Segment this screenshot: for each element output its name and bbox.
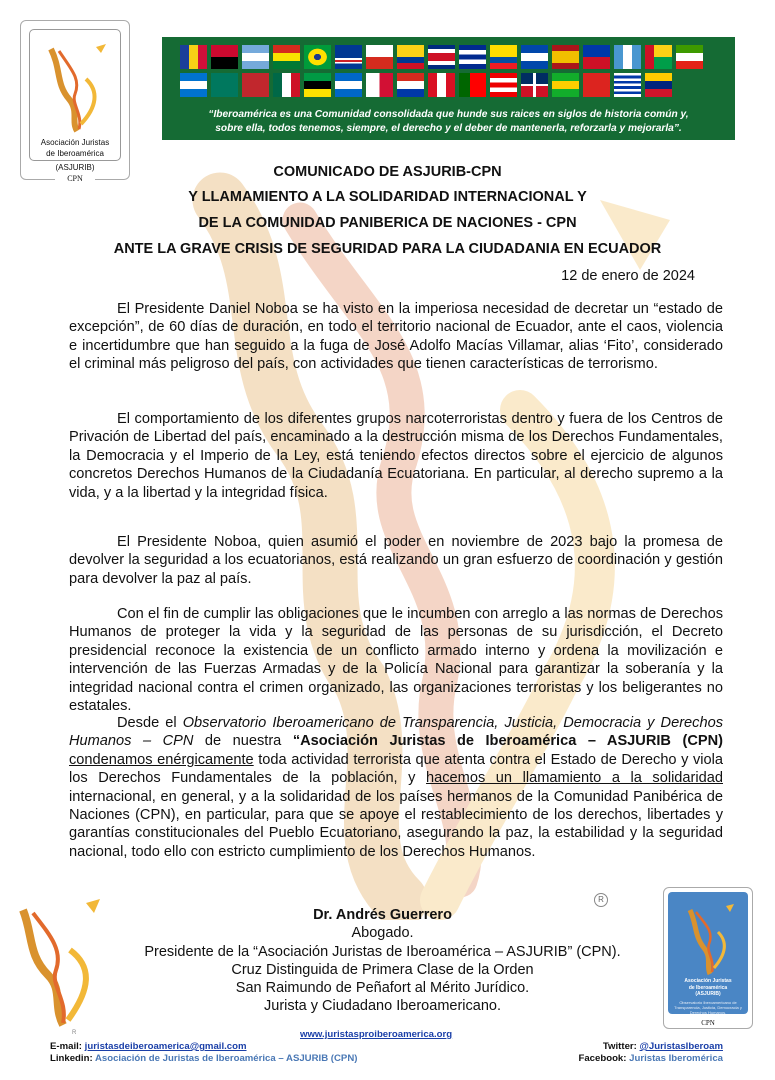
flag-uruguay-icon [614,73,641,97]
document-date: 12 de enero de 2024 [561,268,695,284]
flag-el-salvador-icon [521,45,548,69]
quote-line-2: sobre ella, todos tenemos, siempre, el derecho y el deber de mantenerla, reforzarla y mejorarla”. [215,123,682,134]
heading-line-4: ANTE LA GRAVE CRISIS DE SEGURIDAD PARA LA CIUDADANIA EN ECUADOR [113,241,662,257]
flags-grid [180,45,720,101]
flags-banner [162,37,735,140]
flag-argentina-icon [242,45,269,69]
asjurib-observatory-logo [663,887,753,1029]
paragraph-4: Con el fin de cumplir las obligaciones que le incumben con arreglo a las normas de Derechos Humanos de proteger la vida y la seguridad de las personas de su jurisdicción, el Decreto presidencial reconoce la existencia de un conflicto armado interno y ordena la movilización e intervención de las Fuerzas Armadas y de la Policía Nacional para garantizar la soberanía y la integridad nacional contra el crimen organizado, las organizaciones terroristas y los beligerantes no estatales. [69,606,723,715]
americas-ribbon-icon [682,900,737,975]
logo-line-2: de Iberoamérica [688,984,728,991]
p5-text: internacional, en general, y a la solidaridad de los países hermanos de la Comunidad Panibérica de Naciones (CPN), en particular, para que se apoye el restablecimiento de los derechos, libertades y garantías constitucionales del Pueblo Ecuatoriano, asegurando la paz, la estabilidad y la seguridad nacional, todo ello con estricto cumplimiento de los Derechos Humanos. [69,788,723,860]
flag-guinea-bissau-icon [645,45,672,69]
signer-honor-2: San Raimundo de Peñafort al Mérito Jurídico. [235,980,530,997]
flag-philippines-icon [583,45,610,69]
flags-row-1 [180,45,720,69]
flag-panama-icon [366,73,393,97]
twitter-label: Twitter: [602,1041,637,1052]
flag-cuba-icon [459,45,486,69]
flag-paraguay-icon [397,73,424,97]
flag-dominican-republic-icon [521,73,548,97]
p5-text: de nuestra [193,733,293,750]
flag-colombia-icon [397,45,424,69]
banner-quote [162,108,735,136]
linkedin-value[interactable]: Asociación de Juristas de Iberoamérica – ASJURIB (CPN) [94,1053,358,1064]
flag-mozambique-icon [304,73,331,97]
footer-email [50,1041,247,1052]
signer-position: Presidente de la “Asociación Juristas de Iberoamérica – ASJURIB” (CPN). [144,943,621,960]
heading-line-2: Y LLAMAMIENTO A LA SOLIDARIDAD INTERNACIONAL Y [188,189,587,205]
facebook-value[interactable]: Juristas Iberomérica [629,1053,723,1064]
flag-costa-rica-icon [428,45,455,69]
website-link[interactable]: www.juristasproiberoamerica.org [300,1029,453,1040]
flag-peru-icon [428,73,455,97]
paragraph-1: El Presidente Daniel Noboa se ha visto en la imperiosa necesidad de decretar un “estado de excepción”, de 60 días de duración, en todo el territorio nacional de Ecuador, ante el caos, violencia e incertidumbre que han seguido a la fuga de José Adolfo Macías Villamar, alias ‘Fito’, considerado el criminal más peligroso del país, con actividades que tienen características de terrorismo. [69,301,723,373]
flag-venezuela-icon [645,73,672,97]
flag-sao-tome-icon [552,73,579,97]
heading-line-3: DE LA COMUNIDAD PANIBERICA DE NACIONES - CPN [198,215,577,231]
heading-line-1: COMUNICADO DE ASJURIB-CPN [273,164,502,180]
signer-title: Abogado. [351,925,414,942]
logo-cpn: CPN [55,174,95,183]
logo-line-1: Asociación Juristas [40,138,110,147]
association-name: “Asociación Juristas de Iberoamérica – ASJURIB (CPN) [292,733,723,750]
linkedin-label: Linkedin: [50,1053,93,1064]
email-link[interactable]: juristasdeiberoamerica@gmail.com [84,1041,247,1052]
americas-ribbon-logo-bottom [8,895,118,1030]
logo-org-name [21,137,129,159]
logo-subtitle: Observatorio Iberoamericano de Transparencia, Justicia, Democracia y Derechos Humanos. [674,1000,742,1015]
signer-name: Dr. Andrés Guerrero [313,907,452,923]
logo-line-2: de Iberoamérica [46,149,104,158]
registered-mark: R [72,1030,77,1036]
logo-cpn: CPN [701,1019,715,1027]
flag-portugal-icon [459,73,486,97]
flag-puerto-rico-icon [490,73,517,97]
flags-row-2 [180,73,720,97]
logo-line-3: (ASJURIB) [695,991,721,997]
footer-linkedin [50,1053,357,1064]
p5-text: Desde el [117,715,183,731]
registered-mark: R [594,893,608,907]
logo-line-1: Asociación Juristas [684,978,732,984]
flag-cape-verde-icon [335,45,362,69]
flag-macau-icon [211,73,238,97]
signer-honor-1: Cruz Distinguida de Primera Clase de la Orden [231,961,534,978]
flag-nicaragua-icon [335,73,362,97]
flag-brazil-icon [304,45,331,69]
solidarity-call-phrase: hacemos un llamamiento a la solidaridad [426,770,723,787]
flag-angola-icon [211,45,238,69]
twitter-link[interactable]: @JuristasIberoam [639,1041,723,1052]
flag-spain-icon [552,45,579,69]
flag-ecuador-icon [490,45,517,69]
logo-org-name [668,978,748,998]
quote-line-1: “Iberoamérica es una Comunidad consolidada que hunde sus raices en siglos de historia común y, [208,109,689,120]
paragraph-2: El comportamiento de los diferentes grupos narcoterroristas dentro y fuera de los Centros de Privación de Libertad del país, encaminado a la destrucción misma de los Derechos Fundamentales, la Democracia y el Imperio de la Ley, está teniendo efectos directos sobre el ejercicio de algunos concretos Derechos Humanos de la Ciudadanía Ecuatoriana. En particular, al derecho supremo a la vida, y a la libertad y la integridad física. [69,411,723,501]
americas-ribbon-icon [41,39,111,134]
footer-facebook [578,1053,723,1064]
footer-twitter [603,1041,723,1052]
p5-text: toda actividad terrorista que atenta contra el Estado de Derecho y viola los Derechos Fundamentales de la población, y [69,751,723,787]
flag-mexico-icon [273,73,300,97]
logo-acronym: (ASJURIB) [55,163,95,172]
signature-block [120,906,645,1016]
flag-east-timor-icon [583,73,610,97]
signer-description: Jurista y Ciudadano Iberoamericano. [264,998,501,1015]
observatory-name: Observatorio Iberoamericano de Transparencia, Justicia, Democracia y Derechos Humanos – CPN [69,715,723,750]
flag-morocco-icon [242,73,269,97]
facebook-label: Facebook: [578,1053,627,1064]
footer-website [300,1029,452,1040]
flag-chile-icon [366,45,393,69]
asjurib-logo-top [20,20,130,183]
flag-equatorial-guinea-icon [676,45,703,69]
flag-andorra-icon [180,45,207,69]
flag-bolivia-icon [273,45,300,69]
paragraph-5 [69,714,723,861]
email-label: E-mail: [50,1041,82,1052]
logo-blue-panel [668,892,748,1014]
paragraph-3: El Presidente Noboa, quien asumió el poder en noviembre de 2023 bajo la promesa de devolver la seguridad a los ecuatorianos, está realizando un gran esfuerzo de coordinación y gestión para devolver la paz al país. [69,534,723,587]
condemnation-phrase: condenamos enérgicamente [69,751,254,768]
flag-guatemala-icon [614,45,641,69]
flag-honduras-icon [180,73,207,97]
